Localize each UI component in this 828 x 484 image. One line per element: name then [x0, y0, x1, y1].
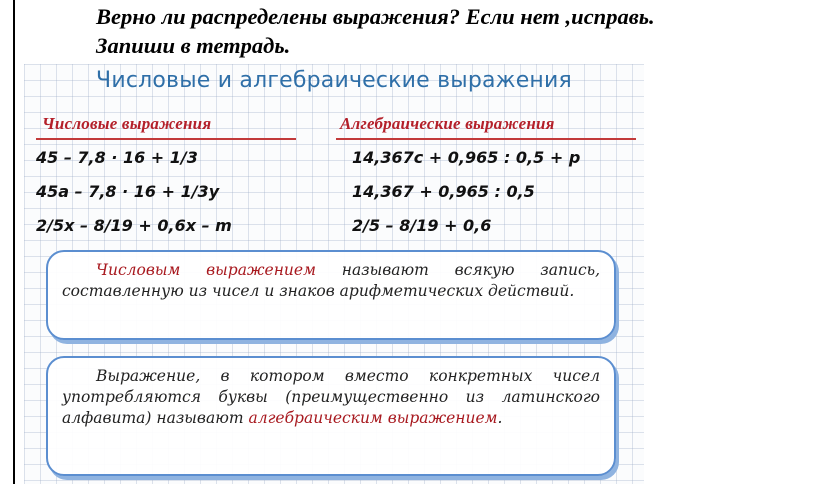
algebraic-expression-2: 14,367 + 0,965 : 0,5: [352, 182, 535, 201]
numeric-expression-1: 45 – 7,8 · 16 + 1/3: [36, 148, 198, 167]
task-instruction: [96, 2, 796, 60]
numeric-expression-2: 45a – 7,8 · 16 + 1/3y: [36, 182, 220, 201]
expressions-card: [24, 64, 644, 484]
algebraic-definition-box: [46, 356, 616, 476]
card-heading: Числовые и алгебраические выражения: [96, 68, 572, 93]
numeric-definition-term: Числовым выражением: [96, 261, 316, 279]
algebraic-definition-text: Выражение, в котором вместо конкретных чисел употребляются буквы (преимущественно из латинского алфавита) называют: [62, 367, 600, 427]
task-line-2: Запиши в тетрадь.: [96, 33, 291, 58]
numeric-definition-box: [46, 250, 616, 340]
algebraic-header-underline: [336, 138, 636, 140]
left-margin-rule: [13, 0, 15, 484]
numeric-column-header: Числовые выражения: [42, 114, 212, 133]
numeric-expression-3: 2/5x – 8/19 + 0,6x – m: [36, 216, 232, 235]
algebraic-expression-1: 14,367c + 0,965 : 0,5 + p: [352, 148, 581, 167]
algebraic-expression-3: 2/5 – 8/19 + 0,6: [352, 216, 492, 235]
numeric-definition-text: называют всякую запись, составленную из чисел и знаков арифметических действий.: [62, 261, 600, 300]
algebraic-definition-term: алгебраическим выражением: [248, 409, 498, 427]
algebraic-definition-end: .: [497, 409, 503, 427]
numeric-header-underline: [36, 138, 296, 140]
task-line-1: Верно ли распределены выражения? Если нет ,исправь.: [96, 4, 655, 29]
algebraic-column-header: Алгебраические выражения: [340, 114, 555, 133]
